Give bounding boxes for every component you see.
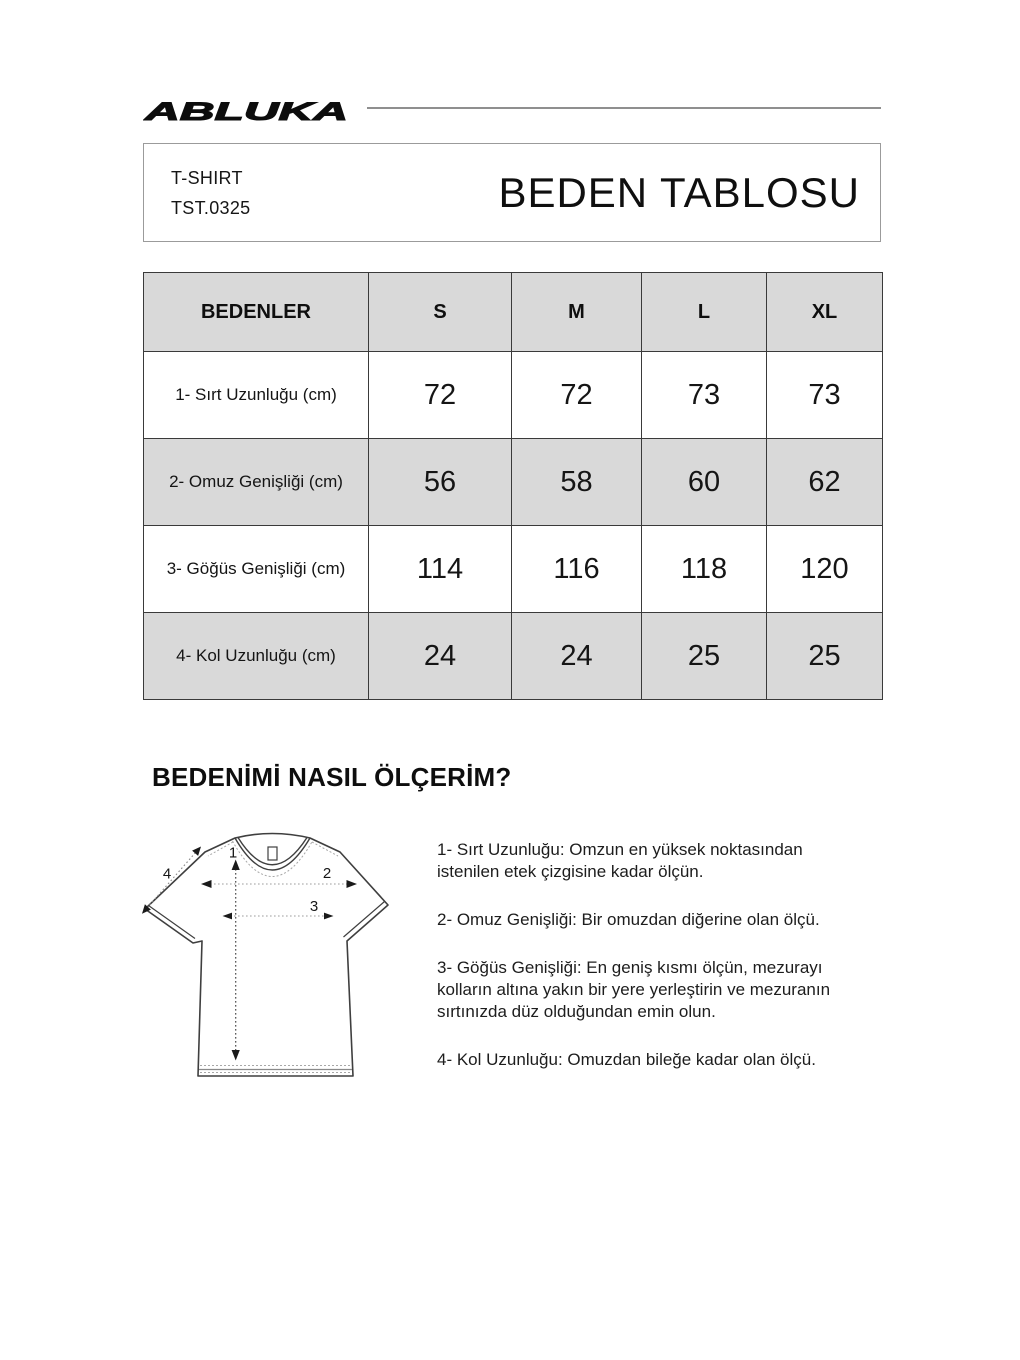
document-header (143, 143, 881, 242)
row-label: 3- Göğüs Genişliği (cm) (144, 526, 369, 613)
cell-value: 118 (642, 526, 767, 613)
cell-value: 60 (642, 439, 767, 526)
table-row (144, 352, 883, 439)
row-label: 1- Sırt Uzunluğu (cm) (144, 352, 369, 439)
col-header-xl: XL (767, 273, 883, 352)
instruction-line: 2- Omuz Genişliği: Bir omuzdan diğerine olan ölçü. (437, 910, 820, 929)
cell-value: 58 (512, 439, 642, 526)
col-header-l: L (642, 273, 767, 352)
page-title: BEDEN TABLOSU (498, 168, 860, 216)
diagram-label-4: 4 (162, 865, 172, 883)
instruction-1 (437, 839, 917, 883)
diagram-label-1: 1 (228, 844, 238, 862)
size-table-header-row (144, 273, 883, 352)
instruction-line: 3- Göğüs Genişliği: En geniş kısmı ölçün, mezurayı (437, 958, 823, 977)
instruction-3 (437, 957, 917, 1023)
cell-value: 73 (767, 352, 883, 439)
cell-value: 56 (369, 439, 512, 526)
cell-value: 62 (767, 439, 883, 526)
instruction-4 (437, 1049, 917, 1071)
brand-logo (143, 90, 355, 126)
cell-value: 72 (512, 352, 642, 439)
product-info (144, 163, 250, 223)
cell-value: 24 (369, 613, 512, 700)
cell-value: 72 (369, 352, 512, 439)
col-header-s: S (369, 273, 512, 352)
table-row (144, 613, 883, 700)
cell-value: 25 (767, 613, 883, 700)
cell-value: 25 (642, 613, 767, 700)
brand-header (143, 90, 881, 126)
cell-value: 114 (369, 526, 512, 613)
size-table (143, 272, 883, 700)
cell-value: 24 (512, 613, 642, 700)
row-label: 2- Omuz Genişliği (cm) (144, 439, 369, 526)
neck-tag (268, 847, 277, 860)
table-row (144, 439, 883, 526)
instruction-line: 4- Kol Uzunluğu: Omuzdan bileğe kadar olan ölçü. (437, 1050, 816, 1069)
tshirt-measurement-diagram (140, 820, 430, 1110)
cell-value: 73 (642, 352, 767, 439)
cell-value: 120 (767, 526, 883, 613)
col-header-m: M (512, 273, 642, 352)
product-code: TST.0325 (171, 197, 251, 218)
row-label: 4- Kol Uzunluğu (cm) (144, 613, 369, 700)
instruction-line: istenilen etek çizgisine kadar ölçün. (437, 862, 704, 881)
product-type: T-SHIRT (171, 167, 243, 188)
col-header-bedenler: BEDENLER (144, 273, 369, 352)
arrow-4-head-top (192, 847, 201, 856)
cell-value: 116 (512, 526, 642, 613)
measure-instructions (437, 839, 917, 1097)
diagram-label-3: 3 (309, 898, 319, 915)
instruction-line: 1- Sırt Uzunluğu: Omzun en yüksek noktasından (437, 840, 803, 859)
diagram-label-2: 2 (322, 865, 332, 882)
table-row (144, 526, 883, 613)
measure-heading: BEDENİMİ NASIL ÖLÇERİM? (152, 762, 512, 792)
brand-logo-text: ABLUKA (143, 98, 348, 126)
instruction-line: sırtınızda düz olduğundan emin olun. (437, 1002, 716, 1021)
instruction-line: kolların altına yakın bir yere yerleştirin ve mezuranın (437, 980, 831, 999)
instruction-2 (437, 909, 917, 931)
header-rule (367, 107, 881, 109)
